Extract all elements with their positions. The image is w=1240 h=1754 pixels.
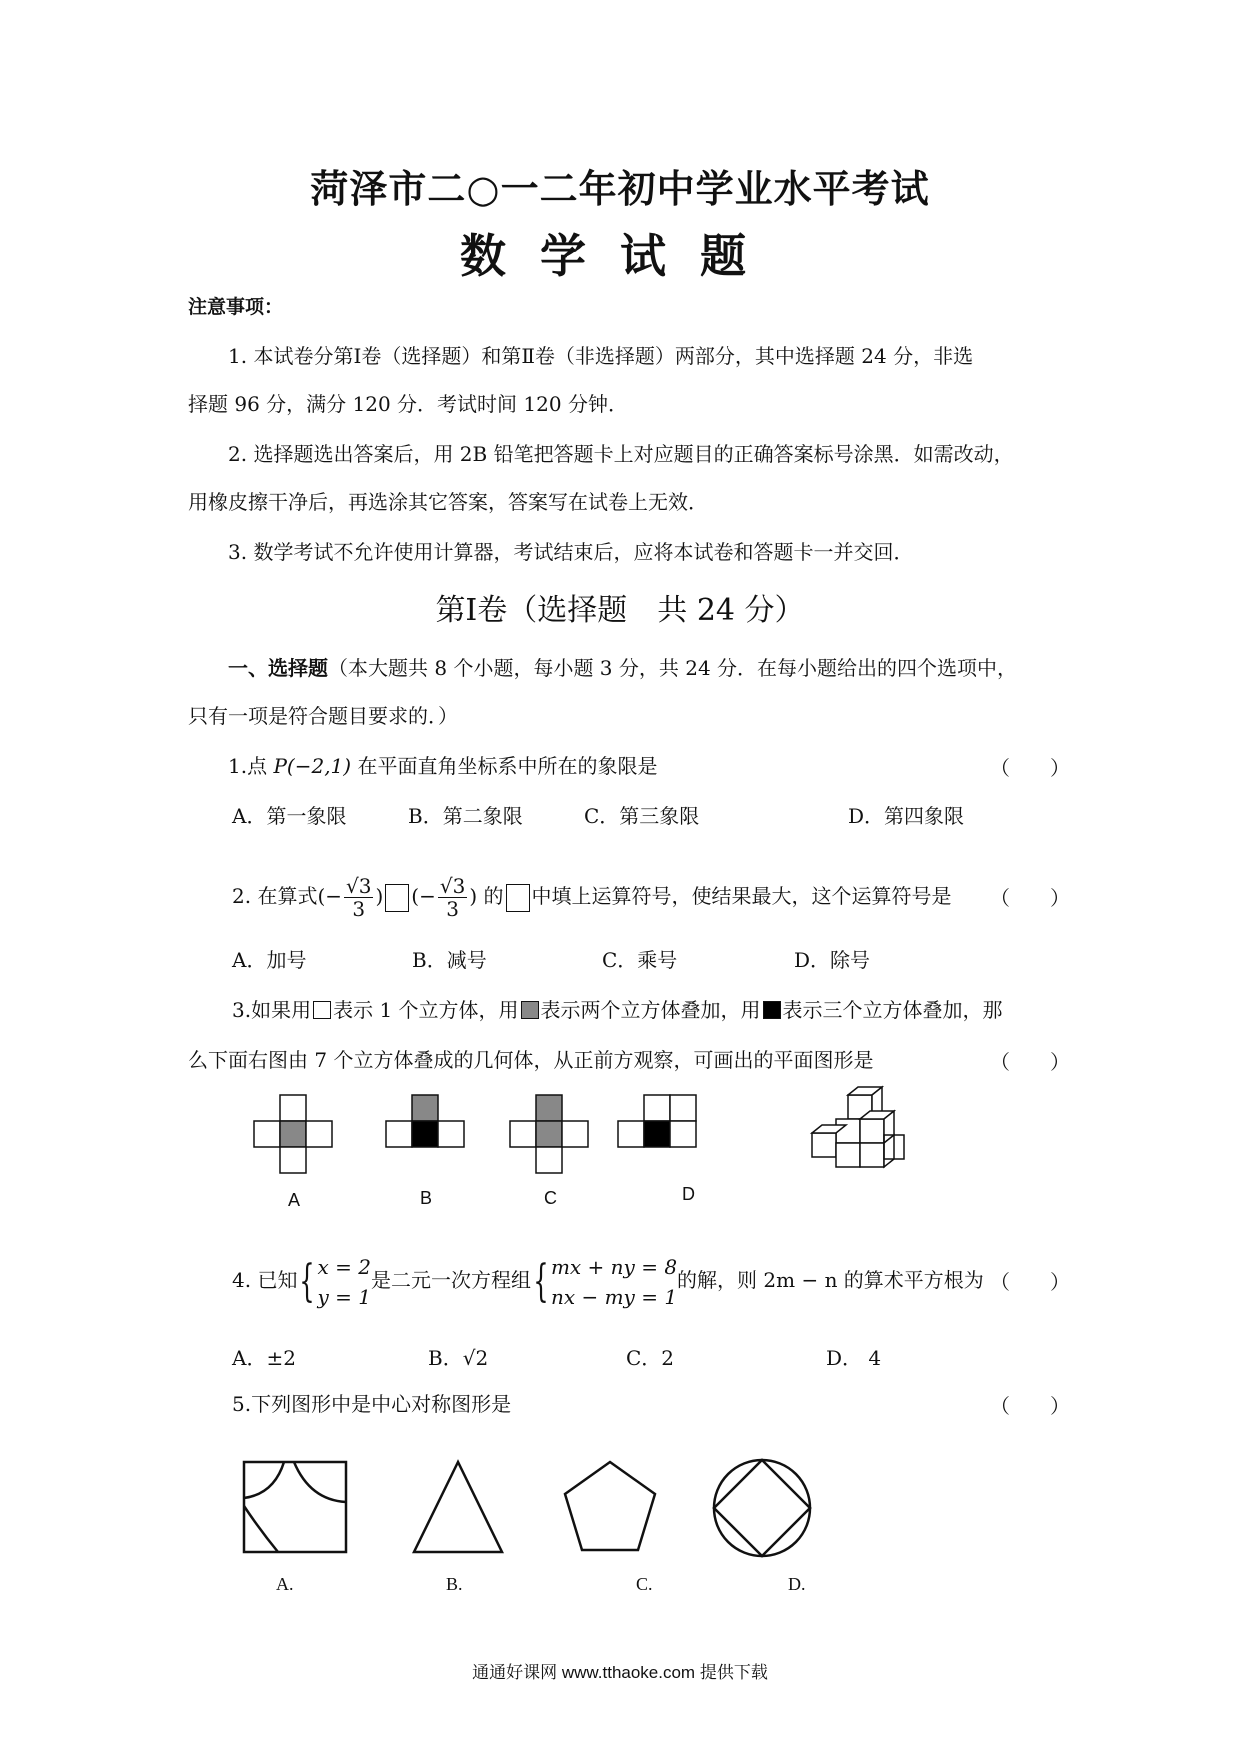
- note-2-line1: 2. 选择题选出答案后，用 2B 铅笔把答题卡上对应题目的正确答案标号涂黑．如需改动，: [228, 442, 1014, 466]
- q2-frac1-den: 3: [352, 897, 366, 921]
- q3-cube-stack: [812, 1087, 904, 1167]
- question-5: 5.下列图形中是中心对称图形是: [232, 1392, 512, 1416]
- q5-label-d: D.: [788, 1574, 806, 1594]
- q2-close-1: ): [375, 884, 384, 908]
- q1-option-d: D．第四象限: [848, 804, 965, 828]
- q4-mid: 是二元一次方程组: [370, 1268, 531, 1292]
- q2-prefix: 2. 在算式: [232, 884, 318, 908]
- part-intro-line2: 只有一项是符合题目要求的．）: [188, 704, 458, 728]
- q3-figures: [240, 1085, 1020, 1215]
- q5-label-b: B.: [446, 1574, 463, 1594]
- question-3-line1: [232, 996, 1003, 1024]
- q2-close-2: ): [469, 884, 478, 908]
- q3-label-b: B: [420, 1188, 433, 1208]
- note-3-line1: 3. 数学考试不允许使用计算器，考试结束后，应将本试卷和答题卡一并交回．: [228, 540, 914, 564]
- q4-answer-paren: （ ）: [990, 1270, 1070, 1294]
- q4-option-a: A．±2: [232, 1346, 296, 1370]
- white-square-icon: [313, 1001, 331, 1019]
- q2-open-2: (−: [411, 884, 436, 908]
- q4-sys2-eq2: nx − my = 1: [550, 1284, 678, 1309]
- q4-sys1-eq1: x = 2: [317, 1254, 371, 1279]
- brace-icon: {: [299, 1255, 316, 1307]
- q4-option-c: C．2: [626, 1346, 675, 1370]
- q3-label-a: A: [288, 1190, 301, 1210]
- q4-prefix: 4. 已知: [232, 1268, 298, 1292]
- q3-part-b: 表示 1 个立方体，用: [333, 998, 519, 1022]
- q3-figure-a: [254, 1095, 332, 1173]
- q2-option-a: A．加号: [232, 948, 307, 972]
- question-2: [232, 866, 952, 926]
- section-title: 第Ⅰ卷（选择题 共 24 分）: [435, 593, 805, 628]
- q2-blank-box-2: [506, 884, 530, 912]
- q1-suffix: 在平面直角坐标系中所在的象限是: [351, 754, 658, 778]
- q1-point: P(−2,1): [273, 754, 352, 778]
- q5-figures: [230, 1450, 870, 1580]
- part-label: 一、选择题: [228, 656, 328, 680]
- q4-system-2: [551, 1252, 677, 1312]
- exam-subtitle: 数学试题: [460, 229, 780, 283]
- question-1: [228, 752, 657, 780]
- note-1-line2: 择题 96 分，满分 120 分．考试时间 120 分钟．: [188, 392, 628, 416]
- q2-mid: 的: [477, 884, 504, 908]
- part-intro-line1: [228, 654, 1017, 682]
- q3-figure-d: [618, 1095, 696, 1147]
- q2-option-b: B．减号: [412, 948, 487, 972]
- part-desc: （本大题共 8 个小题，每小题 3 分，共 24 分．在每小题给出的四个选项中，: [328, 656, 1018, 680]
- q2-option-c: C．乘号: [602, 948, 678, 972]
- note-2-line2: 用橡皮擦干净后，再选涂其它答案，答案写在试卷上无效．: [188, 490, 708, 514]
- q5-figure-b: [414, 1462, 502, 1552]
- q4-sys2-eq1: mx + ny = 8: [550, 1254, 678, 1279]
- q5-figure-c: [565, 1462, 655, 1550]
- q3-part-c: 表示两个立方体叠加，用: [540, 998, 761, 1022]
- q5-figure-a: [244, 1462, 346, 1552]
- note-1-line1: 1. 本试卷分第Ⅰ卷（选择题）和第Ⅱ卷（非选择题）两部分，其中选择题 24 分，非选: [228, 344, 974, 368]
- notes-heading: 注意事项：: [188, 296, 284, 318]
- q3-answer-paren: （ ）: [990, 1050, 1070, 1074]
- q3-label-d: D: [682, 1184, 695, 1204]
- q1-option-c: C．第三象限: [584, 804, 700, 828]
- q2-frac2-den: 3: [446, 897, 459, 921]
- q2-suffix: 中填上运算符号，使结果最大，这个运算符号是: [531, 884, 952, 908]
- q2-frac1-num: √3: [346, 874, 372, 898]
- q3-figure-b: [386, 1095, 464, 1147]
- q4-option-d: D． 4: [826, 1346, 882, 1370]
- question-3-line2: 么下面右图由 7 个立方体叠成的几何体，从正前方观察，可画出的平面图形是: [188, 1048, 874, 1072]
- black-square-icon: [763, 1001, 781, 1019]
- q3-figure-c: [510, 1095, 588, 1173]
- brace-icon-2: {: [533, 1255, 549, 1307]
- q2-frac2-num: √3: [439, 874, 466, 898]
- q2-option-d: D．除号: [794, 948, 871, 972]
- q1-option-a: A．第一象限: [232, 804, 347, 828]
- q2-fraction-2: [438, 875, 467, 920]
- q3-part-d: 表示三个立方体叠加，那: [782, 998, 1003, 1022]
- q3-part-a: 3.如果用: [232, 998, 312, 1022]
- q5-label-a: A.: [276, 1574, 294, 1594]
- q4-system-1: [317, 1252, 371, 1312]
- q5-answer-paren: （ ）: [990, 1394, 1070, 1418]
- q2-blank-box: [385, 884, 409, 912]
- q4-sys1-eq2: y = 1: [317, 1284, 371, 1309]
- question-4: [232, 1250, 984, 1312]
- q5-figure-d: [714, 1460, 810, 1556]
- q2-open: (−: [317, 884, 343, 908]
- q4-option-b: B．√2: [428, 1346, 489, 1370]
- q5-label-c: C.: [636, 1574, 653, 1594]
- q1-answer-paren: （ ）: [990, 756, 1070, 780]
- q1-option-b: B．第二象限: [408, 804, 523, 828]
- page-footer: 通通好课网 www.tthaoke.com 提供下载: [472, 1663, 768, 1682]
- q2-answer-paren: （ ）: [990, 886, 1070, 910]
- q4-suffix: 的解，则 2m − n 的算术平方根为: [677, 1268, 984, 1292]
- gray-square-icon: [521, 1001, 539, 1019]
- q3-label-c: C: [544, 1188, 557, 1208]
- q1-prefix: 1.点: [228, 754, 274, 778]
- exam-title: 菏泽市二○一二年初中学业水平考试: [310, 166, 930, 211]
- q2-fraction-1: [344, 875, 373, 920]
